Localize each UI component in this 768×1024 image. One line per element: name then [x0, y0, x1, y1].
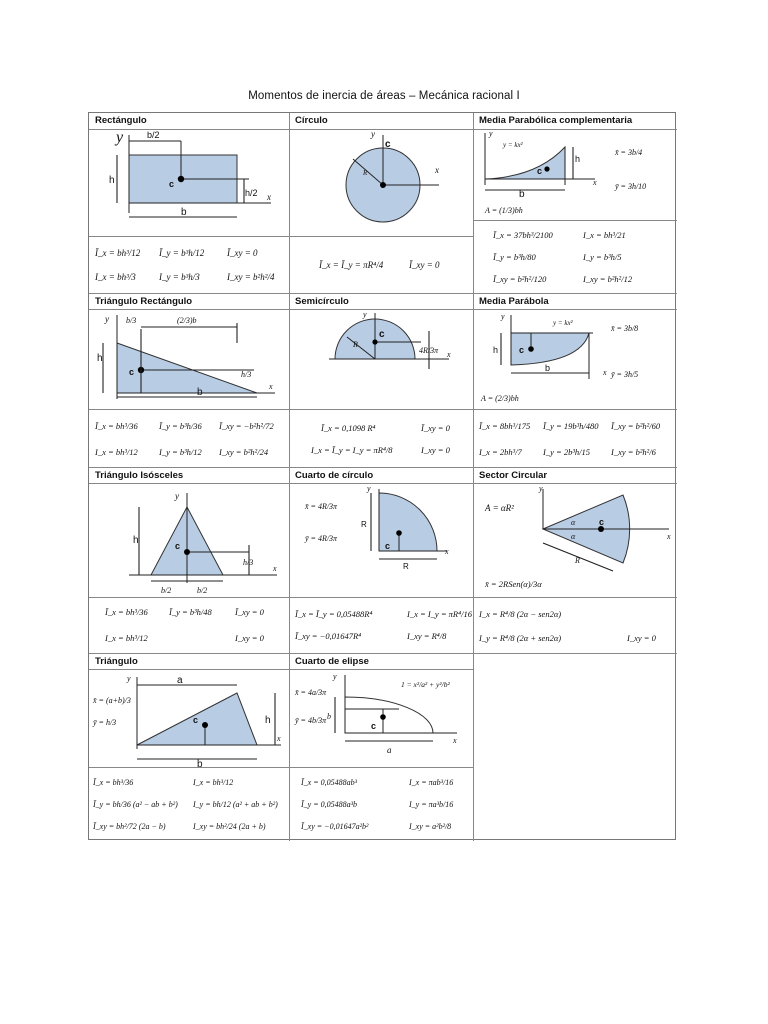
x-axis-label: x — [603, 368, 607, 377]
height-label: h — [133, 535, 139, 546]
cell-title-quarter-circle: Cuarto de círculo — [295, 470, 374, 481]
cell-title-circular-sector: Sector Circular — [479, 470, 548, 481]
y-axis-label: y — [367, 484, 371, 493]
triangle-formulas — [89, 767, 289, 841]
right-triangle-formulas — [89, 409, 289, 467]
formula: I_y = b³h/3 — [159, 272, 200, 282]
half-base-label: b/2 — [197, 586, 208, 595]
x-axis-label: x — [453, 736, 457, 745]
triangle-shape — [117, 343, 257, 393]
x-axis-label: x — [447, 350, 451, 359]
formula: I_y = b³h/12 — [159, 447, 202, 457]
isosceles-triangle-diagram — [89, 483, 289, 597]
y-axis-label: y — [105, 314, 109, 324]
formula: Ī_x = bh³/36 — [93, 778, 134, 787]
height-label: h — [493, 345, 499, 355]
centroid-y-formula: ȳ = 4b/3π — [295, 716, 327, 725]
centroid-label: c — [175, 541, 181, 551]
centroid-y-formula: ȳ = h/3 — [93, 718, 117, 727]
formula: Ī_xy = −b²h²/72 — [219, 421, 274, 431]
triangle-diagram — [89, 669, 289, 770]
circular-sector-diagram — [473, 483, 677, 597]
column-divider — [473, 653, 474, 841]
half-parabola-diagram — [473, 309, 677, 409]
a-dimension-label: a — [387, 745, 392, 755]
x-axis-label: x — [267, 192, 271, 202]
radius-label: R — [575, 556, 580, 565]
formula-table — [88, 112, 676, 840]
rectangle-diagram — [89, 129, 289, 236]
formula: Ī_y = 0,05488a³b — [301, 800, 358, 809]
centroid-x-formula: x̄ = (a+b)/3 — [93, 696, 131, 705]
formula: Ī_x = Ī_y = 0,05488R⁴ — [295, 609, 373, 619]
cell-title-semicircle: Semicírculo — [295, 296, 349, 307]
formula: Ī_x = 37bh³/2100 — [493, 230, 553, 240]
centroid-dot — [544, 166, 549, 171]
one-third-b-label: b/3 — [126, 316, 137, 325]
centroid-label: c — [599, 517, 605, 527]
cell-title-isosceles-triangle: Triángulo Isósceles — [95, 470, 184, 481]
x-axis-label: x — [445, 547, 449, 556]
rectangle-formulas — [89, 236, 289, 293]
centroid-x-formula: x̄ = 3b/4 — [615, 148, 643, 157]
radius-label: R — [363, 169, 368, 177]
one-third-h-label: h/3 — [241, 370, 252, 379]
formula: I_xy = bh²/24 (2a + b) — [193, 822, 266, 831]
y-axis-label: y — [363, 310, 367, 319]
cell-title-half-parabola: Media Parábola — [479, 296, 549, 307]
centroid-label: c — [371, 721, 377, 731]
height-label: h — [575, 154, 581, 164]
formula: I_x = πab³/16 — [409, 778, 454, 787]
cell-title-right-triangle: Triángulo Rectángulo — [95, 296, 193, 307]
centroid-dot — [396, 530, 402, 536]
formula: Ī_y = b³h/48 — [169, 607, 212, 617]
row-divider — [89, 293, 677, 294]
formula: I_x = bh³/21 — [583, 230, 626, 240]
height-label: h — [109, 175, 115, 186]
cell-title-quarter-ellipse: Cuarto de elipse — [295, 656, 369, 667]
area-formula: A = (1/3)bh — [485, 206, 523, 215]
centroid-x-formula: x̄ = 2RSen(α)/3α — [485, 579, 542, 589]
right-triangle-diagram — [89, 309, 289, 409]
formula: Ī_x = 8bh³/175 — [479, 421, 531, 431]
formula: Ī_xy = 0 — [409, 260, 440, 270]
formula: Ī_xy = 0 — [227, 248, 258, 258]
centroid-label: c — [379, 329, 385, 340]
formula: Ī_xy = 0 — [235, 607, 264, 617]
quarter-circle-diagram — [289, 483, 473, 597]
formula: Ī_xy = −0,01647R⁴ — [295, 631, 362, 641]
formula: Ī_y = b³h/36 — [159, 421, 202, 431]
formula: Ī_y = 19b³h/480 — [543, 421, 599, 431]
formula: I_xy = b²h²/6 — [611, 447, 656, 457]
centroid-dot — [202, 722, 208, 728]
formula: I_xy = b²h²/4 — [227, 272, 275, 282]
half-height-label: h/2 — [245, 188, 258, 198]
formula: Ī_xy = b²h²/120 — [493, 274, 547, 284]
ellipse-equation: 1 = x²/a² + y²/b² — [401, 680, 450, 689]
half-width-label: b/2 — [147, 130, 160, 140]
centroid-label: c — [129, 367, 135, 377]
cell-title-triangle: Triángulo — [95, 656, 138, 667]
cell-title-complementary-half-parabola: Media Parabólica complementaria — [479, 115, 633, 126]
centroid-label: c — [385, 139, 391, 150]
formula: I_x = 2bh³/7 — [479, 447, 522, 457]
row-divider — [89, 653, 677, 654]
angle-label: α — [571, 532, 576, 541]
y-axis-label: y — [489, 129, 493, 138]
x-axis-label: x — [667, 532, 671, 541]
formula: I_x = bh³/12 — [95, 447, 138, 457]
radius-label: R — [361, 520, 367, 529]
centroid-label: c — [169, 179, 175, 189]
x-axis-label: x — [435, 165, 439, 175]
cell-title-circle: Círculo — [295, 115, 328, 126]
centroid-height-label: 4R/3π — [419, 346, 439, 355]
x-axis-label: x — [273, 564, 277, 573]
circle-formulas — [289, 236, 473, 293]
quarter-ellipse-shape — [345, 697, 433, 733]
semicircle-diagram — [289, 309, 473, 409]
formula: Ī_x = bh³/36 — [105, 607, 148, 617]
formula: I_x = bh³/12 — [105, 633, 148, 643]
formula: I_xy = 0 — [235, 633, 264, 643]
y-axis-label: y — [175, 491, 179, 501]
formula: I_xy = b²h²/24 — [219, 447, 269, 457]
complementary-half-parabola-diagram — [473, 129, 677, 220]
formula: Ī_xy = 0 — [421, 423, 450, 433]
formula: I_y = R⁴/8 (2α + sen2α) — [479, 633, 562, 643]
formula: I_y = πa³b/16 — [409, 800, 454, 809]
centroid-x-formula: x̄ = 4R/3π — [305, 502, 338, 511]
y-axis-label: y — [127, 674, 131, 683]
width-label: b — [519, 189, 525, 200]
centroid-dot — [184, 549, 190, 555]
y-axis-label: y — [501, 312, 505, 321]
formula: Ī_xy = b²h²/60 — [611, 421, 661, 431]
formula: I_xy = a²b²/8 — [409, 822, 452, 831]
quarter-circle-formulas — [289, 597, 473, 653]
row-divider — [89, 467, 677, 468]
height-label: h — [97, 353, 103, 364]
half-parabola-formulas — [473, 409, 677, 467]
formula: Ī_y = b³h/12 — [159, 248, 205, 258]
parabola-area — [485, 147, 565, 179]
curve-label: y = kx² — [553, 319, 573, 327]
formula: Ī_y = bh/36 (a² − ab + b²) — [93, 800, 178, 809]
formula: I_xy = 0 — [421, 445, 450, 455]
page-title: Momentos de inercia de áreas – Mecánica racional I — [248, 90, 520, 102]
formula: I_x = R⁴/8 (2α − sen2α) — [479, 609, 562, 619]
x-axis-label: x — [593, 178, 597, 187]
quarter-ellipse-formulas — [289, 767, 473, 841]
width-label: b — [181, 207, 187, 218]
half-base-label: b/2 — [161, 586, 172, 595]
formula: I_xy = b²h²/12 — [583, 274, 633, 284]
formula: I_x = bh³/3 — [95, 272, 136, 282]
area-formula: A = (2/3)bh — [481, 394, 519, 403]
formula: Ī_x = 0,1098 R⁴ — [321, 423, 376, 433]
base-label: b — [197, 759, 203, 770]
complementary-half-parabola-formulas — [473, 220, 677, 293]
semicircle-formulas — [289, 409, 473, 467]
a-dimension-label: a — [177, 675, 183, 686]
x-axis-label: x — [269, 382, 273, 391]
radius-label: R — [353, 340, 358, 349]
centroid-label: c — [537, 166, 543, 176]
centroid-y-formula: ȳ = 4R/3π — [305, 534, 338, 543]
angle-label: α — [571, 518, 576, 527]
circle-diagram — [289, 129, 473, 236]
centroid-dot — [380, 182, 386, 188]
centroid-x-formula: x̄ = 4a/3π — [295, 688, 327, 697]
centroid-dot — [380, 714, 386, 720]
formula: I_y = 2b³h/15 — [543, 447, 590, 457]
quarter-ellipse-diagram — [289, 669, 473, 767]
centroid-y-formula: ȳ = 3h/5 — [611, 370, 639, 379]
formula: I_y = b³h/5 — [583, 252, 622, 262]
y-axis-label: y — [371, 129, 375, 139]
cell-title-rectangle: Rectángulo — [95, 115, 147, 126]
centroid-y-formula: ȳ = 3h/10 — [615, 182, 647, 191]
formula: Ī_xy = −0,01647a²b² — [301, 822, 369, 831]
circular-sector-formulas — [473, 597, 677, 653]
formula: Ī_x = 0,05488ab³ — [301, 778, 358, 787]
formula: I_xy = R⁴/8 — [407, 631, 447, 641]
width-label: b — [545, 363, 551, 373]
area-formula: A = αR² — [485, 503, 514, 513]
height-label: h — [265, 715, 271, 726]
y-axis-label: y — [333, 672, 337, 681]
centroid-x-formula: x̄ = 3b/8 — [611, 324, 639, 333]
x-axis-label: x — [277, 734, 281, 743]
formula: Ī_x = bh³/36 — [95, 421, 138, 431]
b-dimension-label: b — [327, 712, 331, 721]
centroid-dot — [528, 346, 534, 352]
formula: Ī_x = bh³/12 — [95, 248, 141, 258]
formula: Ī_x = Ī_y = πR⁴/4 — [319, 260, 384, 270]
formula: Ī_y = b³h/80 — [493, 252, 536, 262]
curve-label: y = kx² — [503, 141, 523, 149]
y-axis-label: y — [539, 484, 543, 493]
formula: I_y = bh/12 (a² + ab + b²) — [193, 800, 278, 809]
y-axis-label: y — [116, 129, 124, 146]
centroid-dot — [178, 176, 184, 182]
one-third-h-label: h/3 — [243, 558, 254, 567]
base-label: b — [197, 387, 203, 398]
centroid-label: c — [385, 541, 391, 551]
formula: Ī_xy = bh²/72 (2a − b) — [93, 822, 166, 831]
isosceles-triangle-formulas — [89, 597, 289, 653]
formula: I_x = Ī_y = I_y = πR⁴/8 — [311, 445, 393, 455]
formula: I_x = I_y = πR⁴/16 — [407, 609, 472, 619]
centroid-label: c — [193, 715, 199, 725]
formula: I_xy = 0 — [627, 633, 656, 643]
radius-label: R — [403, 562, 409, 571]
two-thirds-b-label: (2/3)b — [177, 316, 197, 325]
centroid-label: c — [519, 345, 525, 355]
centroid-dot — [372, 339, 377, 344]
formula: I_x = bh³/12 — [193, 778, 234, 787]
